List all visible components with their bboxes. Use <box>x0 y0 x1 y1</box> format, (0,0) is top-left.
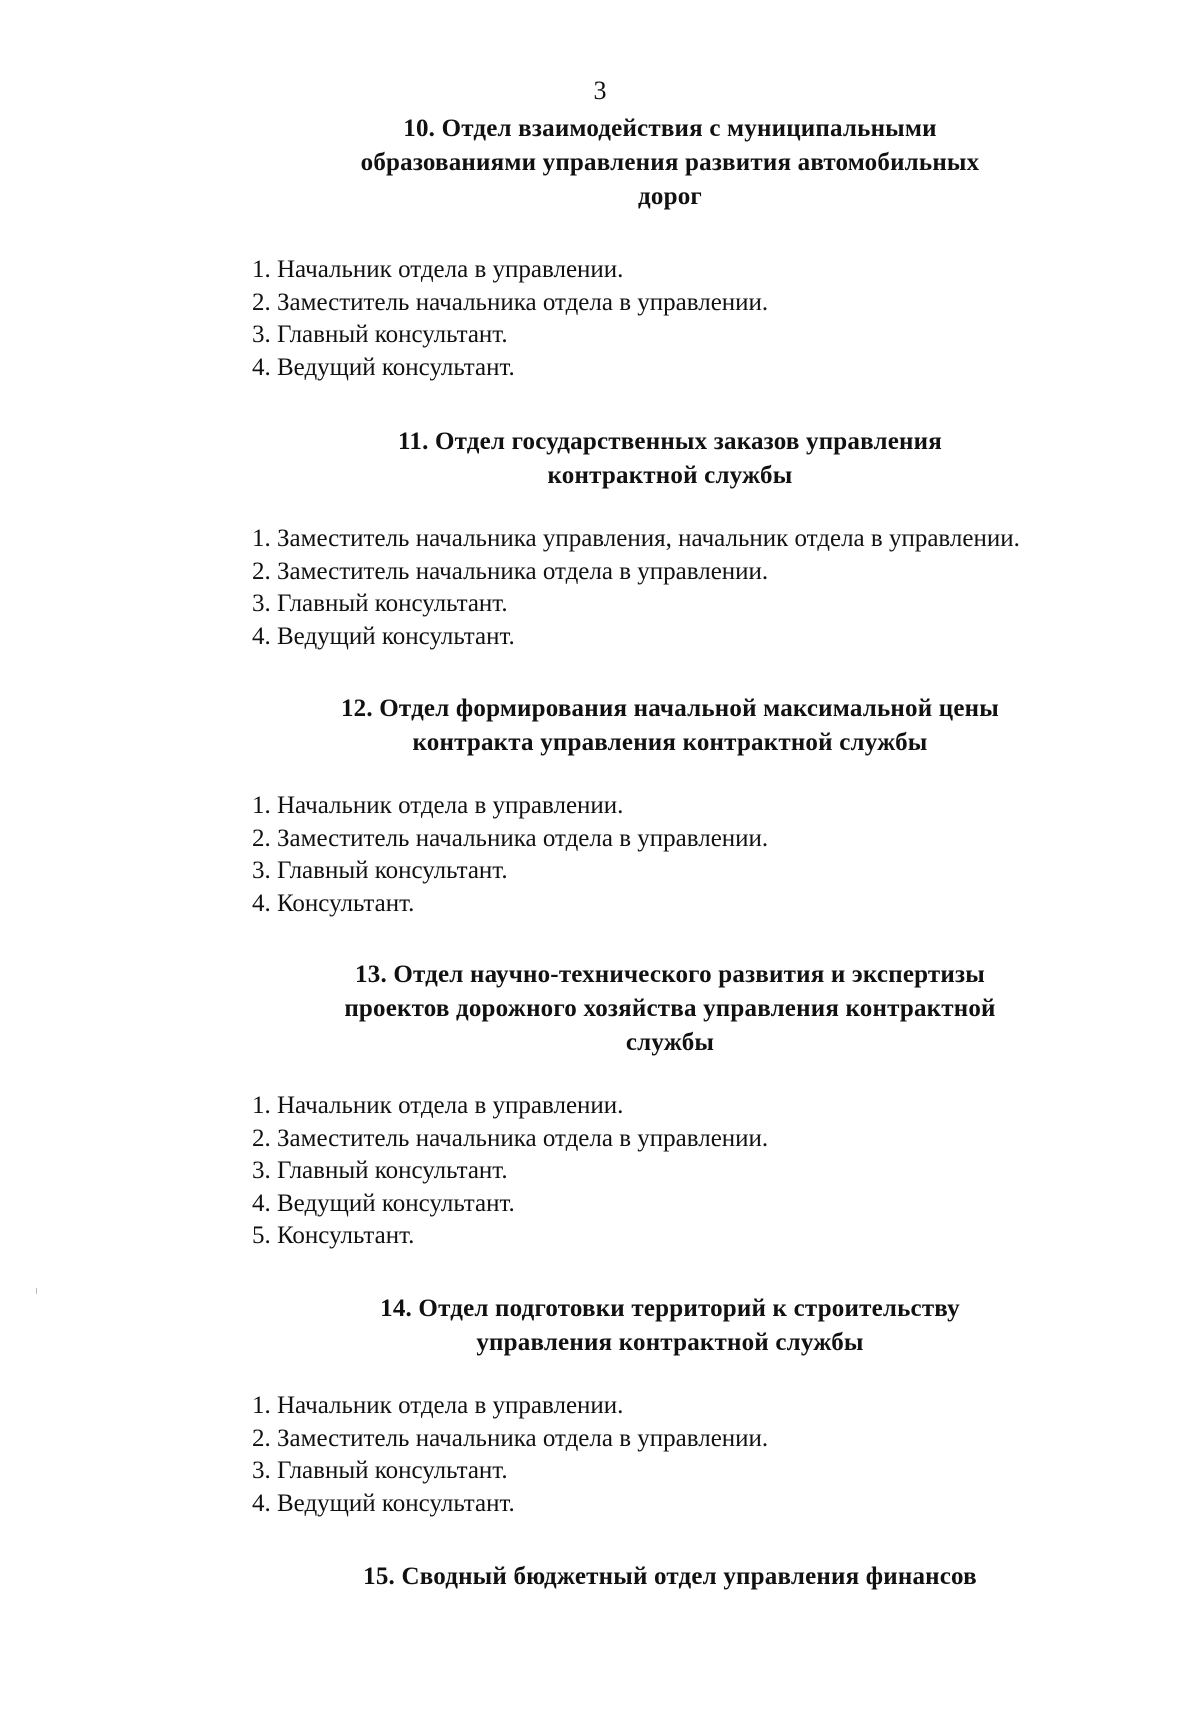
heading-line: 12. Отдел формирования начальной максимальной цены <box>340 695 999 722</box>
list-item: 4. Ведущий консультант. <box>252 353 515 381</box>
list-item: 1. Начальник отдела в управлении. <box>252 792 624 819</box>
list-item: 1. Начальник отдела в управлении. <box>252 1092 624 1119</box>
position-list-12 <box>252 790 768 920</box>
section-heading-15 <box>270 1560 1070 1594</box>
list-item: 3. Главный консультант. <box>252 321 508 348</box>
list-item: 3. Главный консультант. <box>252 1157 508 1184</box>
list-item: 2. Заместитель начальника отдела в управлении. <box>252 1424 769 1452</box>
heading-line: 15. Сводный бюджетный отдел управления финансов <box>363 1563 977 1590</box>
list-item: 4. Ведущий консультант. <box>252 1489 515 1517</box>
position-list-13 <box>252 1090 768 1253</box>
heading-line: контракта управления контрактной службы <box>412 729 928 756</box>
section-heading-13 <box>270 958 1070 1060</box>
list-item: 3. Главный консультант. <box>252 1457 508 1484</box>
position-list-10 <box>252 254 768 384</box>
heading-line: образованиями управления развития автомобильных <box>360 149 980 176</box>
heading-line: проектов дорожного хозяйства управления контрактной <box>344 995 996 1022</box>
position-list-14 <box>252 1390 768 1520</box>
heading-line: 14. Отдел подготовки территорий к строительству <box>380 1295 960 1322</box>
section-heading-10 <box>270 112 1070 214</box>
section-heading-12 <box>270 692 1070 760</box>
heading-line: контрактной службы <box>547 462 793 489</box>
list-item: 2. Заместитель начальника отдела в управлении. <box>252 824 769 852</box>
heading-line: управления контрактной службы <box>476 1329 864 1356</box>
list-item: 5. Консультант. <box>252 1222 415 1249</box>
list-item: 4. Ведущий консультант. <box>252 622 515 650</box>
heading-line: службы <box>625 1029 715 1056</box>
list-item: 2. Заместитель начальника отдела в управлении. <box>252 557 769 585</box>
list-item: 4. Консультант. <box>252 889 415 917</box>
heading-line: 11. Отдел государственных заказов управления <box>398 428 942 455</box>
list-item: 1. Начальник отдела в управлении. <box>252 256 624 283</box>
section-heading-14 <box>270 1292 1070 1360</box>
heading-line: 10. Отдел взаимодействия с муниципальными <box>403 115 937 142</box>
list-item: 2. Заместитель начальника отдела в управлении. <box>252 1124 769 1152</box>
heading-line: 13. Отдел научно-технического развития и экспертизы <box>355 961 985 988</box>
list-item: 1. Заместитель начальника управления, начальник отдела в управлении. <box>252 525 1020 552</box>
list-item: 3. Главный консультант. <box>252 857 508 884</box>
section-heading-11 <box>270 425 1070 493</box>
position-list-11 <box>252 523 1020 653</box>
list-item: 3. Главный консультант. <box>252 590 508 617</box>
scan-edge-mark <box>36 1288 37 1294</box>
heading-line: дорог <box>638 183 702 210</box>
list-item: 2. Заместитель начальника отдела в управлении. <box>252 288 769 316</box>
list-item: 1. Начальник отдела в управлении. <box>252 1392 624 1419</box>
list-item: 4. Ведущий консультант. <box>252 1189 515 1217</box>
page-number: 3 <box>593 76 607 105</box>
